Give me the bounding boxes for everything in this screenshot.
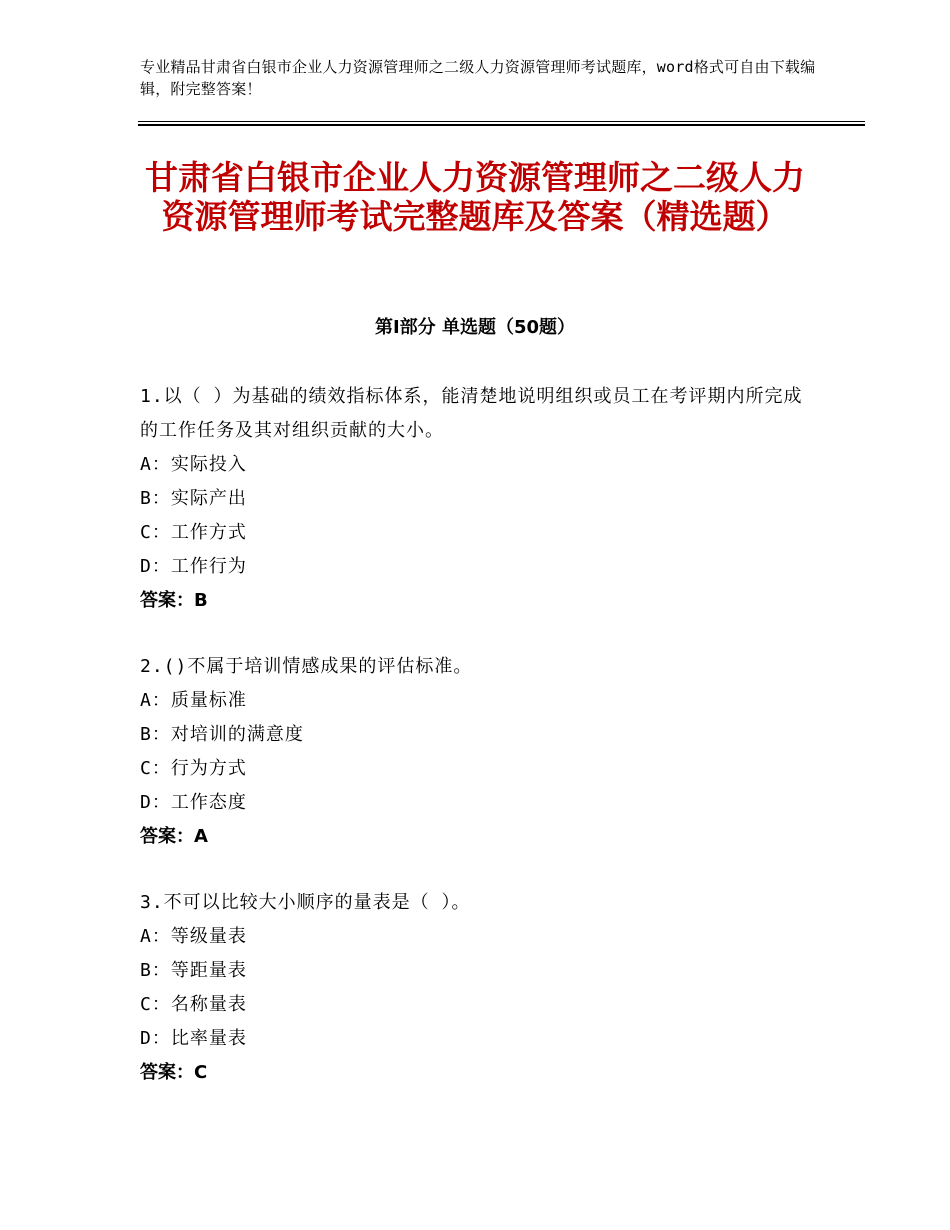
answer-label: 答案： xyxy=(140,826,194,847)
answer-line xyxy=(140,584,820,618)
answer-line xyxy=(140,1056,820,1090)
option-c: C：行为方式 xyxy=(140,758,247,779)
option-c: C：名称量表 xyxy=(140,994,247,1015)
option-a: A：等级量表 xyxy=(140,926,247,947)
header-divider-thin xyxy=(138,121,865,122)
option-b: B：对培训的满意度 xyxy=(140,724,304,745)
option-b: B：等距量表 xyxy=(140,960,247,981)
option-d: D：工作态度 xyxy=(140,792,247,813)
question-stem: 3.不可以比较大小顺序的量表是（ ）。 xyxy=(140,892,471,913)
question-3 xyxy=(140,886,820,1090)
document-title: 甘肃省白银市企业人力资源管理师之二级人力资源管理师考试完整题库及答案（精选题） xyxy=(145,158,805,236)
answer-line xyxy=(140,820,820,854)
answer-label: 答案： xyxy=(140,1062,194,1083)
question-2 xyxy=(140,650,820,854)
option-b: B：实际产出 xyxy=(140,488,247,509)
header-divider-thick xyxy=(138,124,865,126)
option-c: C：工作方式 xyxy=(140,522,247,543)
question-stem: 1.以（ ）为基础的绩效指标体系，能清楚地说明组织或员工在考评期内所完成的工作任务及其对组织贡献的大小。 xyxy=(140,386,803,441)
answer-value: B xyxy=(194,590,208,611)
answer-label: 答案： xyxy=(140,590,194,611)
header-note: 专业精品甘肃省白银市企业人力资源管理师之二级人力资源管理师考试题库，word格式可自由下载编辑，附完整答案！ xyxy=(140,58,816,98)
option-d: D：工作行为 xyxy=(140,556,247,577)
question-1 xyxy=(140,380,820,618)
answer-value: A xyxy=(194,826,208,847)
question-stem: 2.()不属于培训情感成果的评估标准。 xyxy=(140,656,473,677)
option-d: D：比率量表 xyxy=(140,1028,247,1049)
option-a: A：质量标准 xyxy=(140,690,247,711)
answer-value: C xyxy=(194,1062,208,1083)
question-list xyxy=(140,380,820,1122)
section-heading: 第Ⅰ部分 单选题（50题） xyxy=(374,317,575,338)
option-a: A：实际投入 xyxy=(140,454,247,475)
